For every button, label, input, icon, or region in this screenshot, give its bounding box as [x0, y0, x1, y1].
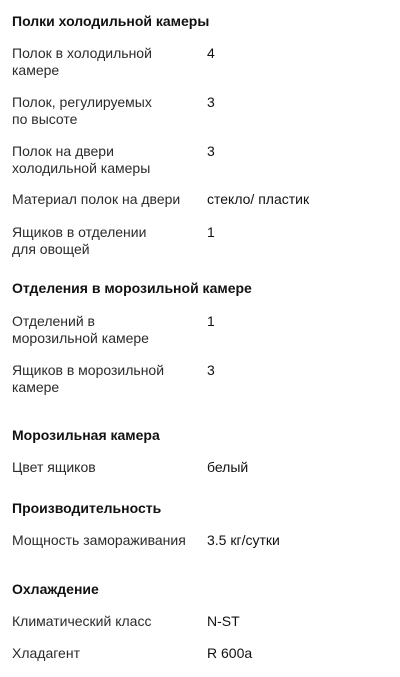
spec-value-refrigerant: R 600a	[207, 645, 253, 661]
spec-value-adjustable-shelves: 3	[207, 94, 215, 110]
spec-label-vegetable-drawers: Ящиков в отделении для овощей	[12, 224, 147, 257]
section-heading-cooling: Охлаждение	[12, 581, 99, 597]
spec-label-freezer-compartments: Отделений в морозильной камере	[12, 313, 149, 346]
spec-value-drawer-color: белый	[207, 459, 249, 475]
section-heading-performance: Производительность	[12, 500, 162, 516]
spec-label-door-shelf-material: Материал полок на двери	[12, 191, 181, 207]
spec-value-freezer-compartments: 1	[207, 313, 215, 329]
section-heading-fridge-shelves: Полки холодильной камеры	[12, 13, 210, 29]
spec-label-climate-class: Климатический класс	[12, 613, 152, 629]
spec-value-climate-class: N-ST	[207, 613, 240, 629]
spec-value-door-shelf-material: стекло/ пластик	[207, 191, 310, 207]
spec-value-freezer-drawers: 3	[207, 362, 215, 378]
spec-label-door-shelves: Полок на двери холодильной камеры	[12, 143, 151, 176]
spec-value-door-shelves: 3	[207, 143, 215, 159]
section-heading-freezer-compartments: Отделения в морозильной камере	[12, 280, 252, 296]
spec-value-vegetable-drawers: 1	[207, 224, 215, 240]
section-heading-freezer: Морозильная камера	[12, 427, 160, 443]
spec-label-refrigerant: Хладагент	[12, 645, 80, 661]
spec-label-adjustable-shelves: Полок, регулируемых по высоте	[12, 94, 152, 127]
spec-label-freezing-capacity: Мощность замораживания	[12, 532, 186, 548]
spec-value-freezing-capacity: 3.5 кг/сутки	[207, 532, 280, 548]
spec-label-shelves-count: Полок в холодильной камере	[12, 45, 152, 78]
spec-label-drawer-color: Цвет ящиков	[12, 459, 96, 475]
spec-label-freezer-drawers: Ящиков в морозильной камере	[12, 362, 165, 395]
spec-value-shelves-count: 4	[207, 45, 215, 61]
